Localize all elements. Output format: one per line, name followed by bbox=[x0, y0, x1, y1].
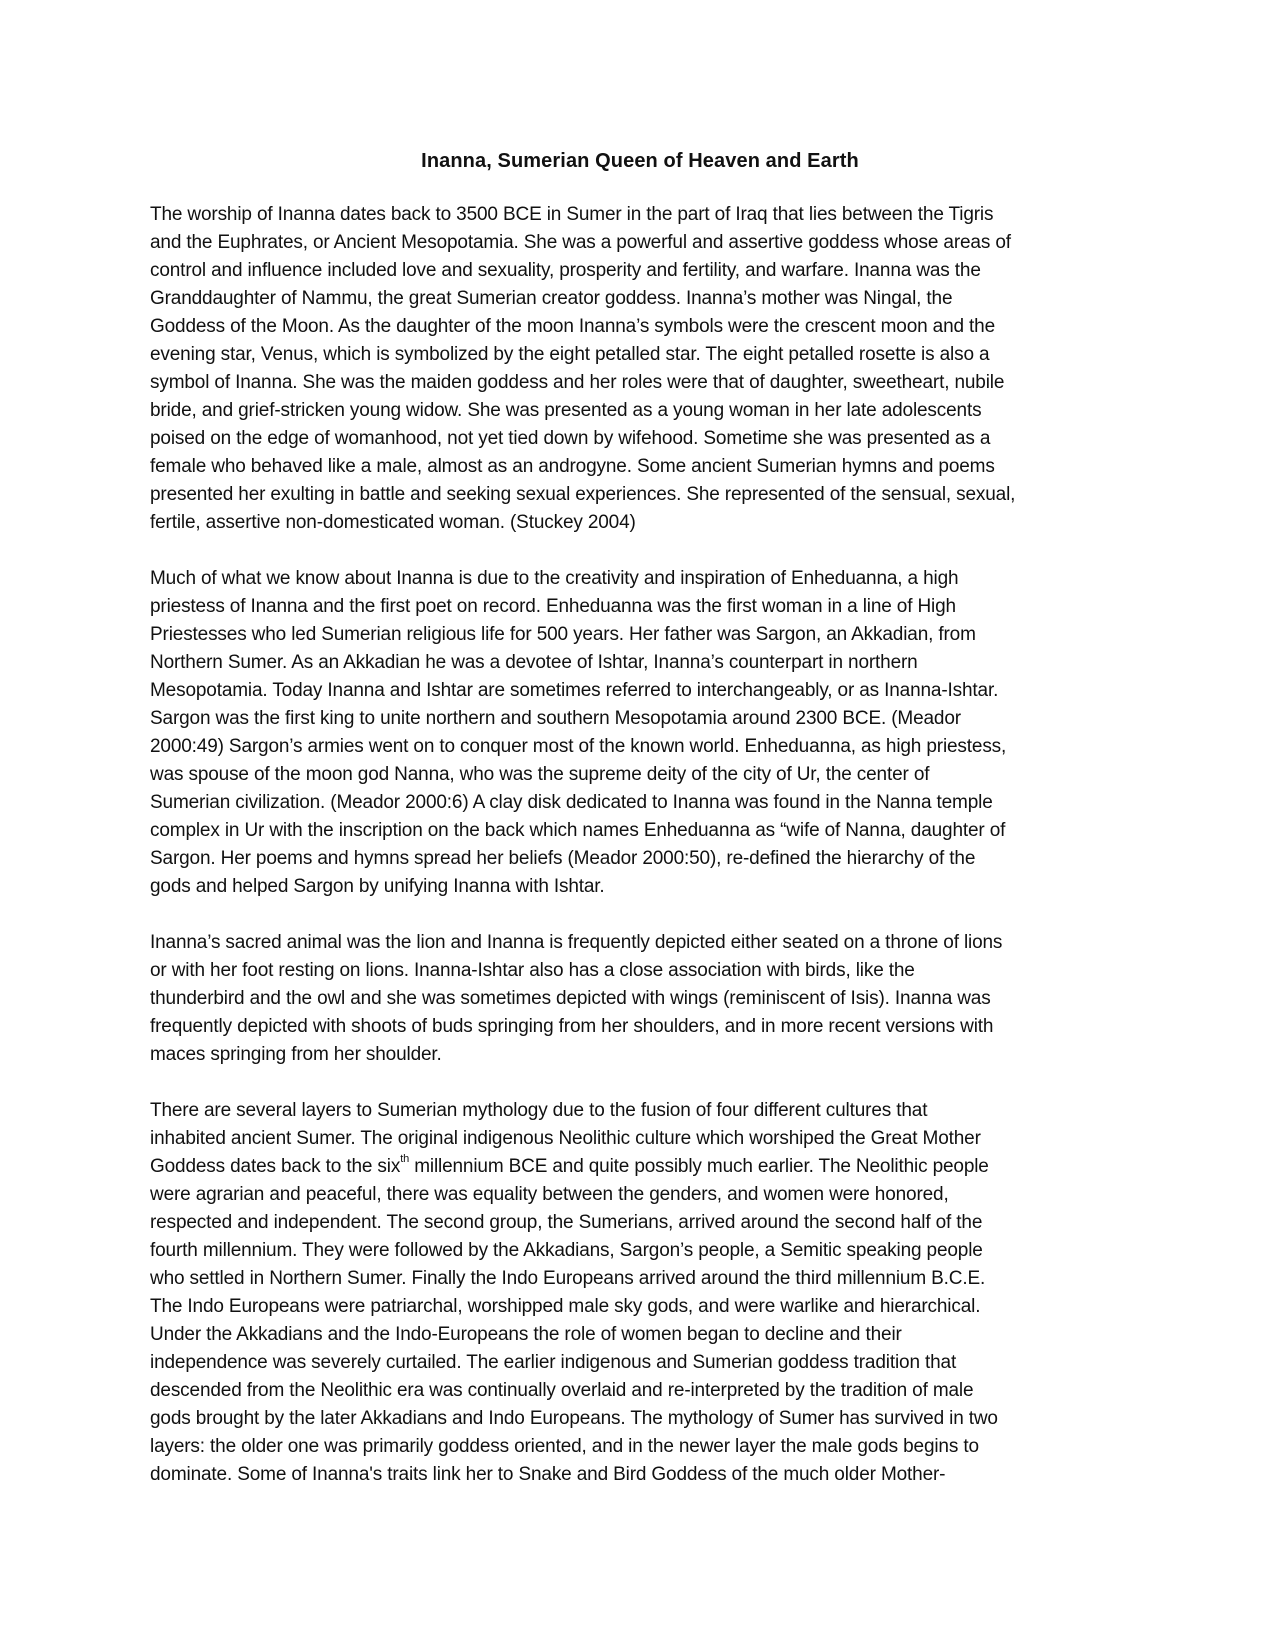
paragraph-line: presented her exulting in battle and seeking sexual experiences. She represented of the sensual, sexual, bbox=[150, 484, 1016, 505]
paragraph-line: fertile, assertive non-domesticated woman. (Stuckey 2004) bbox=[150, 512, 636, 533]
paragraph-line: or with her foot resting on lions. Inanna-Ishtar also has a close association with birds, like the bbox=[150, 960, 915, 981]
paragraph-line: Goddess of the Moon. As the daughter of the moon Inanna’s symbols were the crescent moon and the bbox=[150, 316, 995, 337]
document-title: Inanna, Sumerian Queen of Heaven and Earth bbox=[421, 150, 859, 172]
paragraph-line: evening star, Venus, which is symbolized by the eight petalled star. The eight petalled rosette is also a bbox=[150, 344, 990, 365]
paragraph-3 bbox=[150, 929, 1130, 1069]
paragraph-line: bride, and grief-stricken young widow. She was presented as a young woman in her late adolescents bbox=[150, 400, 982, 421]
paragraph-line: gods and helped Sargon by unifying Inanna with Ishtar. bbox=[150, 876, 605, 897]
ordinal-superscript: th bbox=[400, 1152, 410, 1165]
paragraph-line: 2000:49) Sargon’s armies went on to conquer most of the known world. Enheduanna, as high priestess, bbox=[150, 736, 1007, 757]
paragraph-line: fourth millennium. They were followed by the Akkadians, Sargon’s people, a Semitic speaking people bbox=[150, 1240, 983, 1261]
paragraph-line: female who behaved like a male, almost as an androgyne. Some ancient Sumerian hymns and poems bbox=[150, 456, 995, 477]
paragraph-line: Under the Akkadians and the Indo-Europeans the role of women began to decline and their bbox=[150, 1324, 902, 1345]
paragraph-line: was spouse of the moon god Nanna, who was the supreme deity of the city of Ur, the center of bbox=[150, 764, 930, 785]
paragraph-line: layers: the older one was primarily goddess oriented, and in the newer layer the male gods begins to bbox=[150, 1436, 979, 1457]
paragraph-line: control and influence included love and sexuality, prosperity and fertility, and warfare. Inanna was the bbox=[150, 260, 981, 281]
paragraph-line: frequently depicted with shoots of buds springing from her shoulders, and in more recent versions with bbox=[150, 1016, 994, 1037]
paragraph-line: Northern Sumer. As an Akkadian he was a devotee of Ishtar, Inanna’s counterpart in northern bbox=[150, 652, 918, 673]
paragraph-line: The Indo Europeans were patriarchal, worshipped male sky gods, and were warlike and hierarchical. bbox=[150, 1296, 981, 1317]
paragraph-2 bbox=[150, 565, 1130, 901]
paragraph-4 bbox=[150, 1097, 1130, 1489]
paragraph-line: Much of what we know about Inanna is due to the creativity and inspiration of Enheduanna, a high bbox=[150, 568, 959, 589]
paragraph-line: Inanna’s sacred animal was the lion and Inanna is frequently depicted either seated on a throne of lions bbox=[150, 932, 1003, 953]
paragraph-line: thunderbird and the owl and she was sometimes depicted with wings (reminiscent of Isis). Inanna was bbox=[150, 988, 991, 1009]
paragraph-line: independence was severely curtailed. The earlier indigenous and Sumerian goddess tradition that bbox=[150, 1352, 957, 1373]
paragraph-line: respected and independent. The second group, the Sumerians, arrived around the second half of the bbox=[150, 1212, 983, 1233]
paragraph-line: priestess of Inanna and the first poet on record. Enheduanna was the first woman in a line of High bbox=[150, 596, 956, 617]
paragraph-line: gods brought by the later Akkadians and Indo Europeans. The mythology of Sumer has survived in two bbox=[150, 1408, 998, 1429]
line-text-after-superscript: millennium BCE and quite possibly much earlier. The Neolithic people bbox=[409, 1156, 989, 1177]
paragraph-line: Priestesses who led Sumerian religious life for 500 years. Her father was Sargon, an Akkadian, from bbox=[150, 624, 976, 645]
paragraph-1 bbox=[150, 201, 1130, 537]
paragraph-line-with-superscript bbox=[150, 1153, 1130, 1181]
paragraph-line: Sumerian civilization. (Meador 2000:6) A clay disk dedicated to Inanna was found in the Nanna temple bbox=[150, 792, 993, 813]
paragraph-line: were agrarian and peaceful, there was equality between the genders, and women were honored, bbox=[150, 1184, 949, 1205]
paragraph-line: maces springing from her shoulder. bbox=[150, 1044, 442, 1065]
paragraph-line: inhabited ancient Sumer. The original indigenous Neolithic culture which worshiped the Great Mother bbox=[150, 1128, 981, 1149]
line-text-before-superscript: Goddess dates back to the six bbox=[150, 1156, 401, 1177]
paragraph-line: complex in Ur with the inscription on the back which names Enheduanna as “wife of Nanna, daughter of bbox=[150, 820, 1006, 841]
paragraph-line: Sargon was the first king to unite northern and southern Mesopotamia around 2300 BCE. (Meador bbox=[150, 708, 961, 729]
paragraph-line: poised on the edge of womanhood, not yet tied down by wifehood. Sometime she was presented as a bbox=[150, 428, 991, 449]
paragraph-line: descended from the Neolithic era was continually overlaid and re-interpreted by the tradition of male bbox=[150, 1380, 974, 1401]
paragraph-line: Mesopotamia. Today Inanna and Ishtar are sometimes referred to interchangeably, or as Inanna-Ishtar. bbox=[150, 680, 999, 701]
paragraph-line: Sargon. Her poems and hymns spread her beliefs (Meador 2000:50), re-defined the hierarchy of the bbox=[150, 848, 976, 869]
paragraph-line: Granddaughter of Nammu, the great Sumerian creator goddess. Inanna’s mother was Ningal, the bbox=[150, 288, 953, 309]
paragraph-line: symbol of Inanna. She was the maiden goddess and her roles were that of daughter, sweetheart, nubile bbox=[150, 372, 1005, 393]
paragraph-line: and the Euphrates, or Ancient Mesopotamia. She was a powerful and assertive goddess whose areas of bbox=[150, 232, 1011, 253]
document-content bbox=[150, 147, 1130, 1517]
paragraph-line: The worship of Inanna dates back to 3500 BCE in Sumer in the part of Iraq that lies between the Tigris bbox=[150, 204, 994, 225]
paragraph-line: dominate. Some of Inanna's traits link her to Snake and Bird Goddess of the much older Mother- bbox=[150, 1464, 946, 1485]
paragraph-line: There are several layers to Sumerian mythology due to the fusion of four different cultures that bbox=[150, 1100, 928, 1121]
paragraph-line: who settled in Northern Sumer. Finally the Indo Europeans arrived around the third millennium B.C.E. bbox=[150, 1268, 986, 1289]
